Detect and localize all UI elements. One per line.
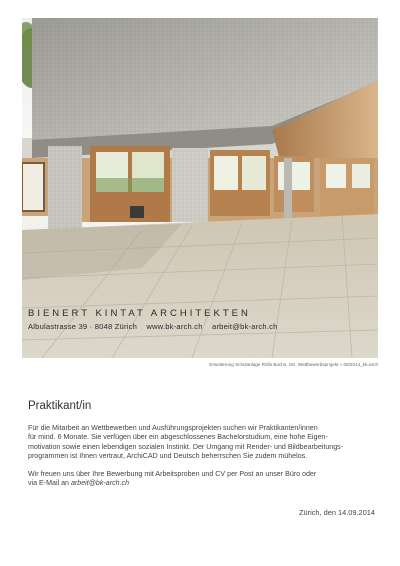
text-line: motivation sowie einen lebendigen sozialen Instinkt. Der Umgang mit Render- und Bildbearbeitungs- xyxy=(28,442,344,451)
architecture-render xyxy=(22,18,378,358)
paragraph-requirements xyxy=(28,424,378,461)
text-line: via E-Mail an xyxy=(28,479,71,488)
paragraph-application xyxy=(28,470,378,489)
text-line: Für die Mitarbeit an Wettbewerben und Ausführungsprojekten suchen wir Praktikanten/innen xyxy=(28,424,318,432)
job-title: Praktikant/in xyxy=(28,400,92,412)
email-link[interactable]: arbeit@bk-arch.ch xyxy=(212,322,278,331)
contact-line xyxy=(28,322,285,331)
image-caption: Erweiterung Schulanlage Röfis Buchs, SG, Wettbewerbsprojekt » 08/2014_bk-arch xyxy=(209,362,378,367)
text-line: programmen ist Ihnen vertraut, ArchiCAD und Deutsch beherrschen Sie zudem mühelos. xyxy=(28,451,308,460)
architecture-render-illustration xyxy=(22,18,378,358)
text-line: Wir freuen uns über Ihre Bewerbung mit Arbeitsproben und CV per Post an unser Büro oder xyxy=(28,470,317,479)
firm-name: BIENERT KINTAT ARCHITEKTEN xyxy=(28,308,251,319)
text-line: für mind. 6 Monate. Sie verfügen über ein abgeschlossenes Bachelorstudium, eine hohe Eigen- xyxy=(28,433,328,442)
website-link[interactable]: www.bk-arch.ch xyxy=(146,322,203,331)
address: Albulastrasse 39 · 8048 Zürich xyxy=(28,322,137,331)
job-description xyxy=(28,424,378,498)
application-email-link[interactable]: arbeit@bk-arch.ch xyxy=(70,479,130,488)
posting-date: Zürich, den 14.09.2014 xyxy=(298,508,375,517)
